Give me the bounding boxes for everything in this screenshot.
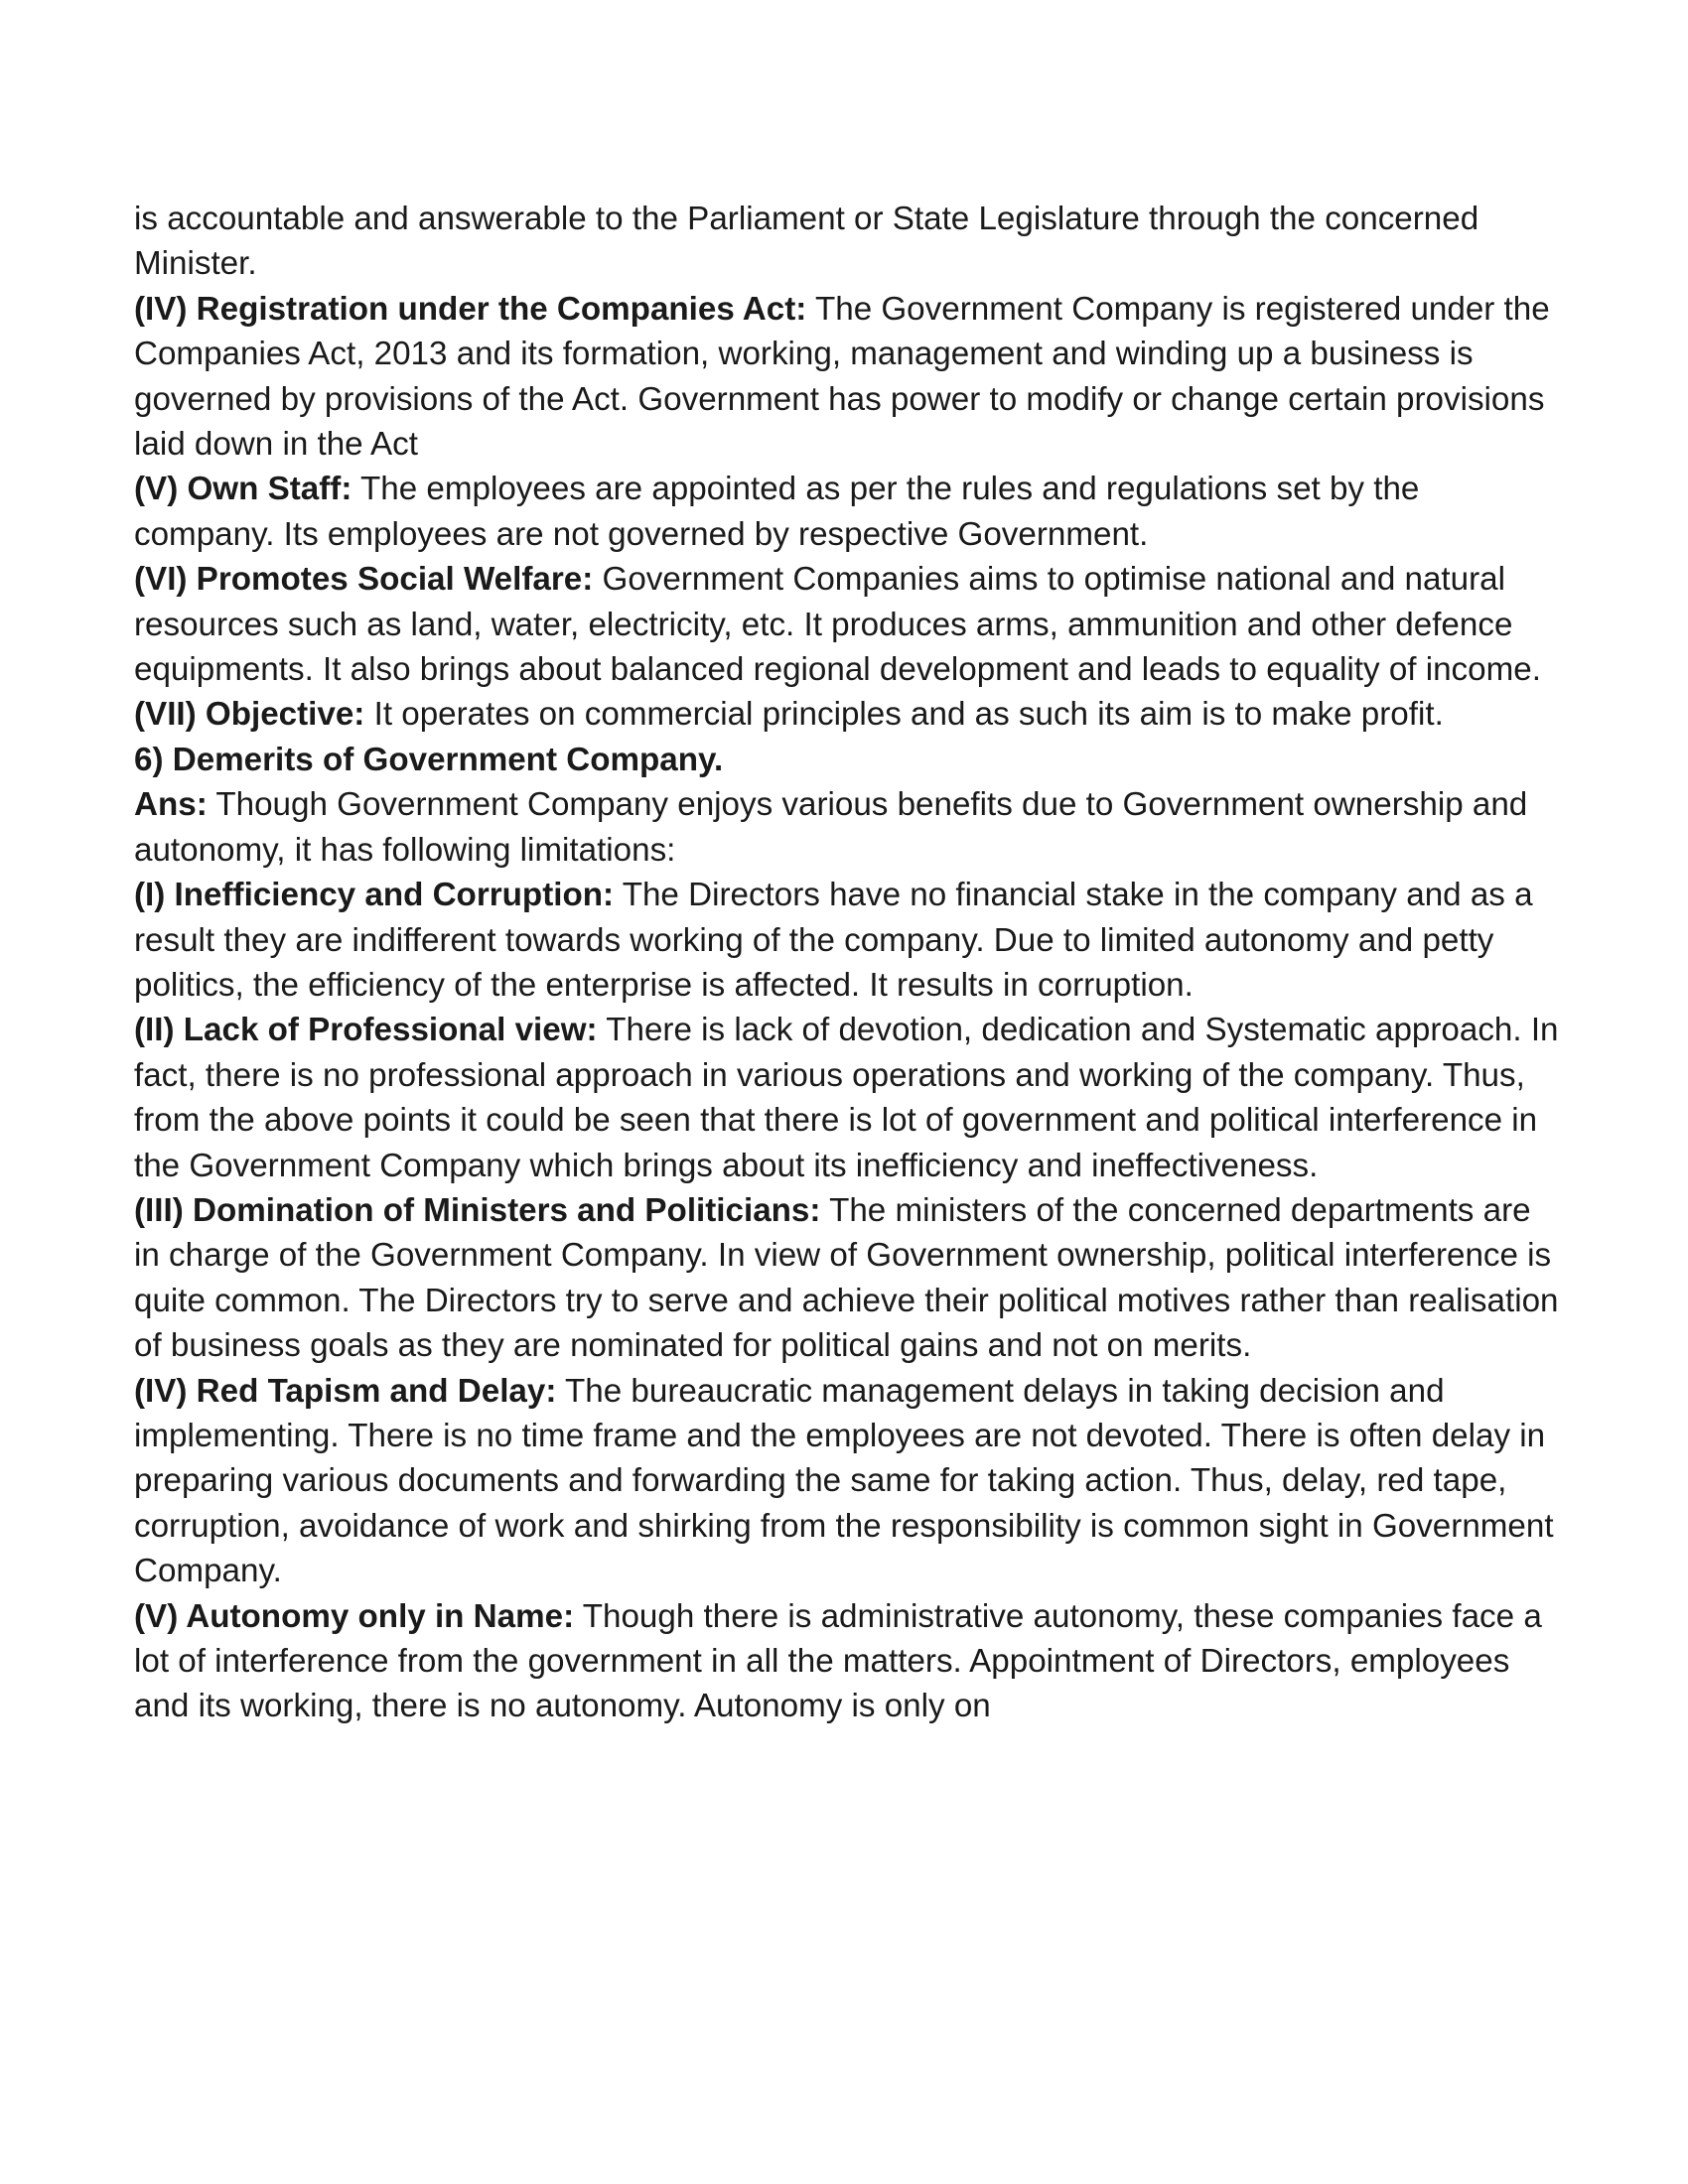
paragraph-text: The employees are appointed as per the rules and regulations set by the company. Its employees are not governed by respective Government. [134, 471, 1420, 553]
paragraph-text: is accountable and answerable to the Parliament or State Legislature through the concerned Minister. [134, 201, 1479, 283]
paragraph-text: Government Companies aims to optimise national and natural resources such as land, water, electricity, etc. It produces arms, ammunition and other defence equipments. It also brings about balanced regional development and leads to equality of income. [134, 561, 1541, 689]
paragraph-label: (VI) Promotes Social Welfare: [134, 561, 594, 599]
paragraph-professional-view [134, 1008, 1564, 1188]
paragraph-text: The Government Company is registered under the Companies Act, 2013 and its formation, working, management and winding up a business is governed by provisions of the Act. Government has power to modify or change certain provisions laid down in the Act [134, 290, 1550, 464]
paragraph-red-tapism [134, 1369, 1564, 1594]
paragraph-label: (IV) Registration under the Companies Act: [134, 290, 807, 328]
paragraph-answer [134, 782, 1564, 873]
paragraph-objective [134, 692, 1564, 737]
paragraph-label: Ans: [134, 786, 208, 824]
paragraph-label: (I) Inefficiency and Corruption: [134, 877, 615, 914]
paragraph-text: The bureaucratic management delays in taking decision and implementing. There is no time frame and the employees are not devoted. There is often delay in preparing various documents and forwarding the same for taking action. Thus, delay, red tape, corruption, avoidance of work and shirking from the responsibility is common sight in Government Company. [134, 1372, 1554, 1590]
section-heading-text: 6) Demerits of Government Company. [134, 741, 724, 778]
paragraph-accountability [134, 197, 1564, 287]
paragraph-social-welfare [134, 557, 1564, 692]
section-heading-demerits [134, 738, 1564, 782]
paragraph-inefficiency [134, 873, 1564, 1008]
paragraph-label: (V) Own Staff: [134, 471, 352, 508]
paragraph-label: (V) Autonomy only in Name: [134, 1597, 575, 1635]
paragraph-text: It operates on commercial principles and as such its aim is to make profit. [364, 696, 1444, 734]
paragraph-own-staff [134, 467, 1564, 557]
paragraph-autonomy [134, 1594, 1564, 1729]
paragraph-text: The ministers of the concerned departments are in charge of the Government Company. In view of Government ownership, political interference is quite common. The Directors try to serve and achieve their political motives rather than realisation of business goals as they are nominated for political gains and not on merits. [134, 1191, 1559, 1365]
paragraph-text: There is lack of devotion, dedication and Systematic approach. In fact, there is no professional approach in various operations and working of the company. Thus, from the above points it could be seen that there is lot of government and political interference in the Government Company which brings about its inefficiency and ineffectiveness. [134, 1012, 1559, 1184]
paragraph-registration [134, 287, 1564, 468]
paragraph-text: Though there is administrative autonomy, these companies face a lot of interference from the government in all the matters. Appointment of Directors, employees and its working, there is no autonomy. Autonomy is only on [134, 1597, 1542, 1725]
document-page [134, 197, 1564, 1729]
paragraph-label: (IV) Red Tapism and Delay: [134, 1372, 557, 1410]
paragraph-domination [134, 1188, 1564, 1369]
paragraph-label: (VII) Objective: [134, 696, 365, 734]
paragraph-label: (II) Lack of Professional view: [134, 1012, 598, 1049]
paragraph-label: (III) Domination of Ministers and Politicians: [134, 1191, 821, 1229]
paragraph-text: Though Government Company enjoys various benefits due to Government ownership and autonomy, it has following limitations: [134, 786, 1528, 869]
paragraph-text: The Directors have no financial stake in the company and as a result they are indifferent towards working of the company. Due to limited autonomy and petty politics, the efficiency of the enterprise is affected. It results in corruption. [134, 877, 1533, 1004]
